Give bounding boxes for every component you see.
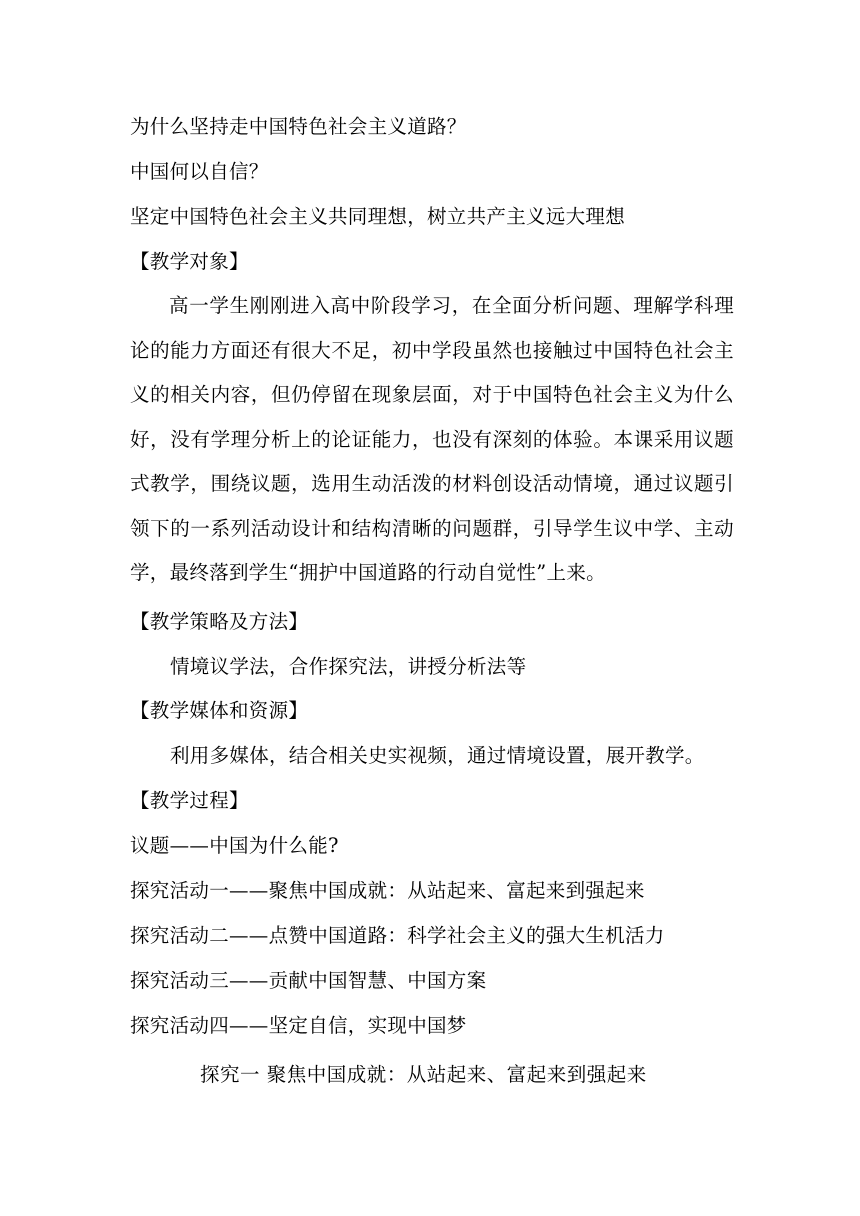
activity-item: 探究活动二——点赞中国道路：科学社会主义的强大生机活力 [130, 924, 665, 947]
strategy-paragraph: 情境议学法，合作探究法，讲授分析法等 [170, 655, 527, 678]
media-paragraph: 利用多媒体，结合相关史实视频，通过情境设置，展开教学。 [170, 744, 705, 767]
activity-item: 探究活动一——聚焦中国成就：从站起来、富起来到强起来 [130, 879, 645, 902]
question-line-1: 为什么坚持走中国特色社会主义道路？ [130, 115, 467, 138]
process-topic: 议题——中国为什么能? [130, 834, 339, 857]
question-line-2: 中国何以自信？ [130, 160, 269, 183]
question-line-3: 坚定中国特色社会主义共同理想，树立共产主义远大理想 [130, 205, 626, 228]
process-heading: 【教学过程】 [130, 789, 249, 812]
activity-item: 探究活动三——贡献中国智慧、中国方案 [130, 969, 487, 992]
section-subheading: 探究一 聚焦中国成就：从站起来、富起来到强起来 [200, 1063, 647, 1086]
media-heading: 【教学媒体和资源】 [130, 699, 309, 722]
audience-heading: 【教学对象】 [130, 250, 249, 273]
audience-paragraph: 高一学生刚刚进入高中阶段学习，在全面分析问题、理解学科理论的能力方面还有很大不足，初中学段虽然也接触过中国特色社会主义的相关内容，但仍停留在现象层面，对于中国特色社会主义为什么好，没有学理分析上的论证能力，也没有深刻的体验。本课采用议题式教学，围绕议题，选用生动活泼的材料创设活动情境，通过议题引领下的一系列活动设计和结构清晰的问题群，引导学生议中学、主动学，最终落到学生“拥护中国道路的行动自觉性”上来。 [130, 294, 734, 584]
strategy-heading: 【教学策略及方法】 [130, 610, 309, 633]
activity-item: 探究活动四——坚定自信，实现中国梦 [130, 1014, 467, 1037]
